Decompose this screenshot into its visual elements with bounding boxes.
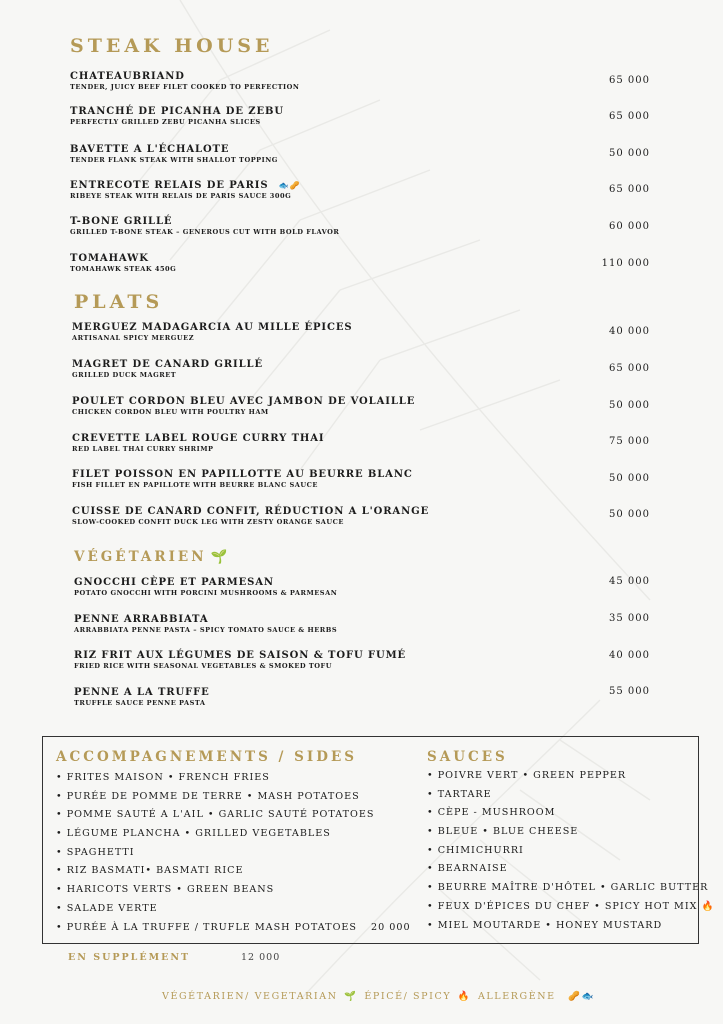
item-description: ARTISANAL SPICY MERGUEZ (72, 334, 195, 342)
item-price: 40 000 (609, 326, 650, 337)
item-name: MAGRET DE CANARD GRILLÉ (72, 359, 263, 370)
item-description: TRUFFLE SAUCE PENNE PASTA (74, 699, 206, 707)
sides-sauces-box (42, 736, 715, 944)
item-description: FRIED RICE WITH SEASONAL VEGETABLES & SMOKED TOFU (74, 662, 332, 670)
item-name: TRANCHÉ DE PICANHA DE ZEBU (70, 106, 284, 117)
legend (162, 991, 595, 1002)
item-description: GRILLED T-BONE STEAK – GENEROUS CUT WITH BOLD FLAVOR (70, 228, 340, 236)
sides-title: ACCOMPAGNEMENTS / SIDES (56, 749, 357, 765)
item-price: 60 000 (609, 221, 650, 232)
sauce-item: • CHIMICHURRI (427, 844, 524, 856)
side-item-text: • PURÉE À LA TRUFFE / TRUFLE MASH POTATOES (56, 921, 358, 933)
item-description: FISH FILLET EN PAPILLOTE WITH BEURRE BLANC SAUCE (72, 481, 318, 489)
menu-item (70, 216, 339, 236)
item-price: 55 000 (609, 686, 650, 697)
legend-spicy-label: ÉPICÉ/ SPICY (364, 991, 452, 1002)
sauces-title: SAUCES (427, 749, 508, 765)
sauce-item: • CÈPE - MUSHROOM (427, 807, 556, 819)
sauce-item-text: • FEUX D'ÉPICES DU CHEF • SPICY HOT MIX (427, 900, 698, 912)
item-price: 65 000 (609, 75, 650, 86)
item-description: GRILLED DUCK MAGRET (72, 371, 177, 379)
item-description: TOMAHAWK STEAK 450G (70, 265, 177, 273)
item-description: TENDER FLANK STEAK WITH SHALLOT TOPPING (70, 156, 278, 164)
side-item: • SPAGHETTI (56, 846, 135, 858)
menu-item (72, 469, 413, 489)
menu-item (72, 322, 353, 342)
item-price: 50 000 (609, 148, 650, 159)
supplement-label: EN SUPPLÉMENT (68, 952, 191, 963)
item-name: POULET CORDON BLEU AVEC JAMBON DE VOLAILLE (72, 396, 416, 407)
item-price: 50 000 (609, 473, 650, 484)
item-price: 110 000 (601, 258, 650, 269)
sauce-item: • TARTARE (427, 788, 492, 800)
fire-icon: 🔥 (457, 991, 472, 1002)
item-description: RED LABEL THAI CURRY SHRIMP (72, 445, 214, 453)
menu-item (70, 253, 176, 273)
allergen-icon: 🐟🥜 (278, 180, 301, 190)
plats-section-title: PLATS (74, 291, 164, 313)
item-price: 35 000 (609, 613, 650, 624)
menu-item (72, 359, 263, 379)
side-item: • RIZ BASMATI• BASMATI RICE (56, 865, 244, 877)
legend-allergen-label: ALLERGÈNE (477, 991, 556, 1002)
item-description: RIBEYE STEAK WITH RELAIS DE PARIS SAUCE 300G (70, 192, 292, 200)
item-description: TENDER, JUICY BEEF FILET COOKED TO PERFECTION (70, 83, 300, 91)
sauce-item: • MIEL MOUTARDE • HONEY MUSTARD (427, 919, 663, 931)
item-name: T-BONE GRILLÉ (70, 216, 173, 227)
menu-item (72, 506, 429, 526)
leaf-icon: 🌱 (344, 991, 358, 1002)
sauce-item: • BEARNAISE (427, 863, 508, 875)
steak-section-title: STEAK HOUSE (70, 35, 274, 57)
item-price: 45 000 (609, 576, 650, 587)
side-item: • HARICOTS VERTS • GREEN BEANS (56, 884, 275, 896)
sauce-item: • POIVRE VERT • GREEN PEPPER (427, 770, 627, 781)
menu-item (74, 577, 337, 597)
leaf-icon: 🌱 (210, 549, 231, 565)
allergen-icon: 🥜🐟 (568, 991, 596, 1002)
menu-item (70, 106, 284, 126)
item-name (70, 180, 300, 191)
menu-item (72, 396, 415, 416)
item-name: CHATEAUBRIAND (70, 71, 185, 82)
item-price: 40 000 (609, 650, 650, 661)
menu-item (74, 650, 406, 670)
item-description: SLOW-COOKED CONFIT DUCK LEG WITH ZESTY ORANGE SAUCE (72, 518, 344, 526)
item-description: CHICKEN CORDON BLEU WITH POULTRY HAM (72, 408, 269, 416)
item-price: 50 000 (609, 400, 650, 411)
side-item (56, 919, 411, 938)
menu-item (72, 433, 325, 453)
legend-vegetarian-label: VÉGÉTARIEN/ VEGETARIAN (162, 991, 338, 1002)
item-name-text: ENTRECOTE RELAIS DE PARIS (70, 180, 269, 191)
item-name: CUISSE DE CANARD CONFIT, RÉDUCTION A L'ORANGE (72, 506, 430, 517)
item-price: 75 000 (609, 436, 650, 447)
item-name: MERGUEZ MADAGARCIA AU MILLE ÉPICES (72, 322, 353, 333)
item-name: TOMAHAWK (70, 253, 149, 264)
item-name: PENNE ARRABBIATA (74, 614, 209, 625)
menu-item (70, 180, 300, 200)
side-item: • PURÉE DE POMME DE TERRE • MASH POTATOES (56, 790, 360, 802)
side-item: • POMME SAUTÉ A L'AIL • GARLIC SAUTÉ POTATOES (56, 809, 375, 821)
vegetarien-title-text: VÉGÉTARIEN (74, 549, 207, 565)
sauce-item (427, 898, 715, 917)
item-name: CREVETTE LABEL ROUGE CURRY THAI (72, 433, 325, 444)
item-description: ARRABBIATA PENNE PASTA – SPICY TOMATO SAUCE & HERBS (74, 626, 338, 634)
side-item: • LÉGUME PLANCHA • GRILLED VEGETABLES (56, 828, 331, 840)
item-name: BAVETTE A L'ÉCHALOTE (70, 144, 230, 155)
sauce-item: • BEURRE MAÎTRE D'HÔTEL • GARLIC BUTTER (427, 882, 709, 894)
item-name: FILET POISSON EN PAPILLOTTE AU BEURRE BLANC (72, 469, 413, 480)
supplement-price: 12 000 (241, 952, 281, 963)
sides-list (56, 769, 411, 937)
item-name: RIZ FRIT AUX LÉGUMES DE SAISON & TOFU FUMÉ (74, 650, 407, 661)
item-price: 65 000 (609, 111, 650, 122)
fire-icon: 🔥 (701, 900, 715, 912)
item-price: 65 000 (609, 184, 650, 195)
vegetarien-section-title (74, 549, 230, 565)
side-item: • SALADE VERTE (56, 902, 158, 914)
sauces-list (427, 767, 715, 935)
side-item: • FRITES MAISON • FRENCH FRIES (56, 772, 270, 783)
item-description: PERFECTLY GRILLED ZEBU PICANHA SLICES (70, 118, 261, 126)
menu-item (70, 71, 299, 91)
sauce-item: • BLEUE • BLUE CHEESE (427, 826, 579, 838)
side-item-price: 20 000 (371, 921, 411, 933)
item-name: PENNE A LA TRUFFE (74, 687, 210, 698)
menu-item (74, 614, 337, 634)
menu-item (74, 687, 210, 707)
menu-item (70, 144, 278, 164)
item-description: POTATO GNOCCHI WITH PORCINI MUSHROOMS & PARMESAN (74, 589, 338, 597)
item-price: 50 000 (609, 509, 650, 520)
item-price: 65 000 (609, 363, 650, 374)
item-name: GNOCCHI CÈPE ET PARMESAN (74, 577, 274, 588)
